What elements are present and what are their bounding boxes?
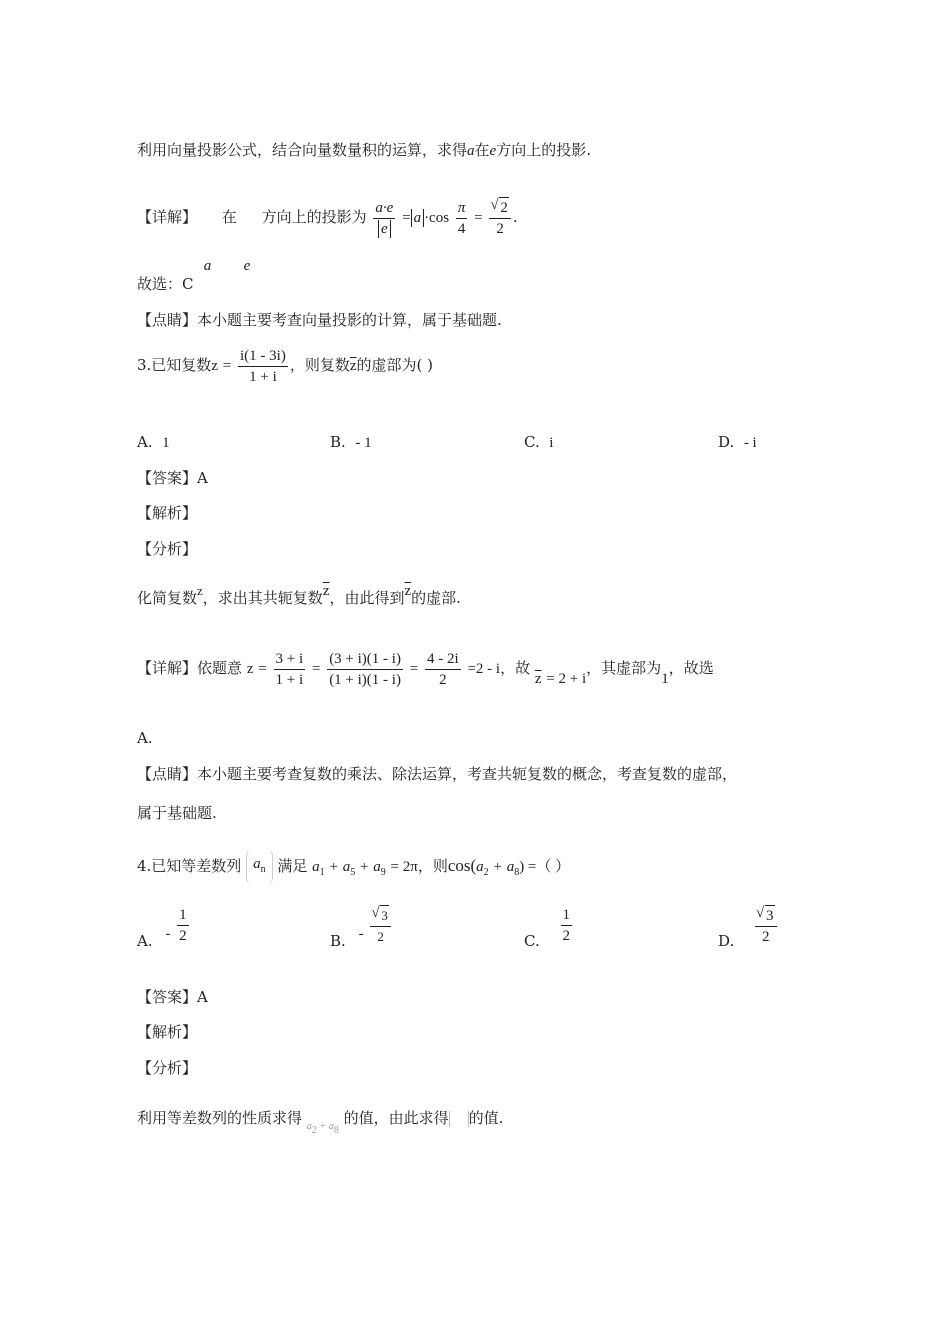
q3-answer: 【答案】A	[137, 469, 208, 487]
q4-option-c[interactable]: C. $\frac{1}{2}$	[524, 907, 570, 950]
q4-option-b[interactable]: B. - √ $\frac{3}{2}$	[330, 905, 393, 947]
q3-detail: 【详解】依题意 z = $\frac{3 + i}{1 + i}$ = $\frac{(3 + i)(1 - i)}{(1 + i)(1 - i)}$ = $\frac{4 - 2i}{2}$ =2 - i，故 $\overline{z} = 2 + i$，其虚部为1，故选	[137, 650, 714, 688]
q4-fenxi-text: 利用等差数列的性质求得 $_{a2 + a8}$ 的值，由此求得 的值.	[137, 1109, 504, 1136]
q3-option-a[interactable]: A. 1	[137, 433, 170, 451]
q4-fenxi-heading: 【分析】	[137, 1059, 198, 1077]
q3-fenxi-text: 化简复数z，求出其共轭复数$\overline{z}$，由此得到$\overline{z}$的虚部.	[137, 583, 461, 607]
q3-detail-tail: A.	[137, 729, 153, 747]
detail-solution-1: 【详解】 a 在 e 方向上的投影为 $\frac{a\cdot e}{e}$ = a ·cos $\frac{\pi}{4}$ = √ $\frac{2}{2}$ .	[137, 195, 518, 240]
cos-placeholder-icon	[449, 1111, 469, 1127]
q4-answer: 【答案】A	[137, 988, 208, 1006]
question-4: 4.已知等差数列 $a_n$ 满足 $a_1 + a_5 + a_9 = 2\pi$，则$\cos(a_2 + a_8)$ =（ ）	[137, 850, 570, 884]
q3-analysis-heading: 【解析】	[137, 504, 198, 522]
q3-fenxi-heading: 【分析】	[137, 540, 198, 558]
analysis-text: 利用向量投影公式，结合向量数量积的运算，求得a在e方向上的投影.	[137, 141, 591, 159]
choice-line: 故选：C	[137, 275, 194, 293]
q3-option-b[interactable]: B. - 1	[330, 433, 372, 451]
q3-option-c[interactable]: C. i	[524, 433, 554, 451]
question-3: 3.已知复数z = $\frac{i(1 - 3i)}{1 + i}$ ，则复数$\overline{z}$的虚部为( )	[137, 347, 434, 385]
detail-tag: 【详解】	[137, 208, 198, 226]
q3-option-d[interactable]: D. - i	[718, 433, 757, 451]
q4-option-a[interactable]: A. - $\frac{1}{2}$	[137, 907, 187, 950]
q4-analysis-heading: 【解析】	[137, 1023, 198, 1041]
q4-option-d[interactable]: D. √ $\frac{3}{2}$	[718, 905, 779, 947]
q3-comment: 【点睛】本小题主要考查复数的乘法、除法运算，考查共轭复数的概念，考查复数的虚部，	[137, 765, 738, 783]
comment-line-1: 【点睛】本小题主要考查向量投影的计算，属于基础题.	[137, 311, 502, 329]
q3-comment-2: 属于基础题.	[137, 804, 217, 822]
projection-fraction: $\frac{a\cdot e}{e}$	[375, 199, 394, 237]
